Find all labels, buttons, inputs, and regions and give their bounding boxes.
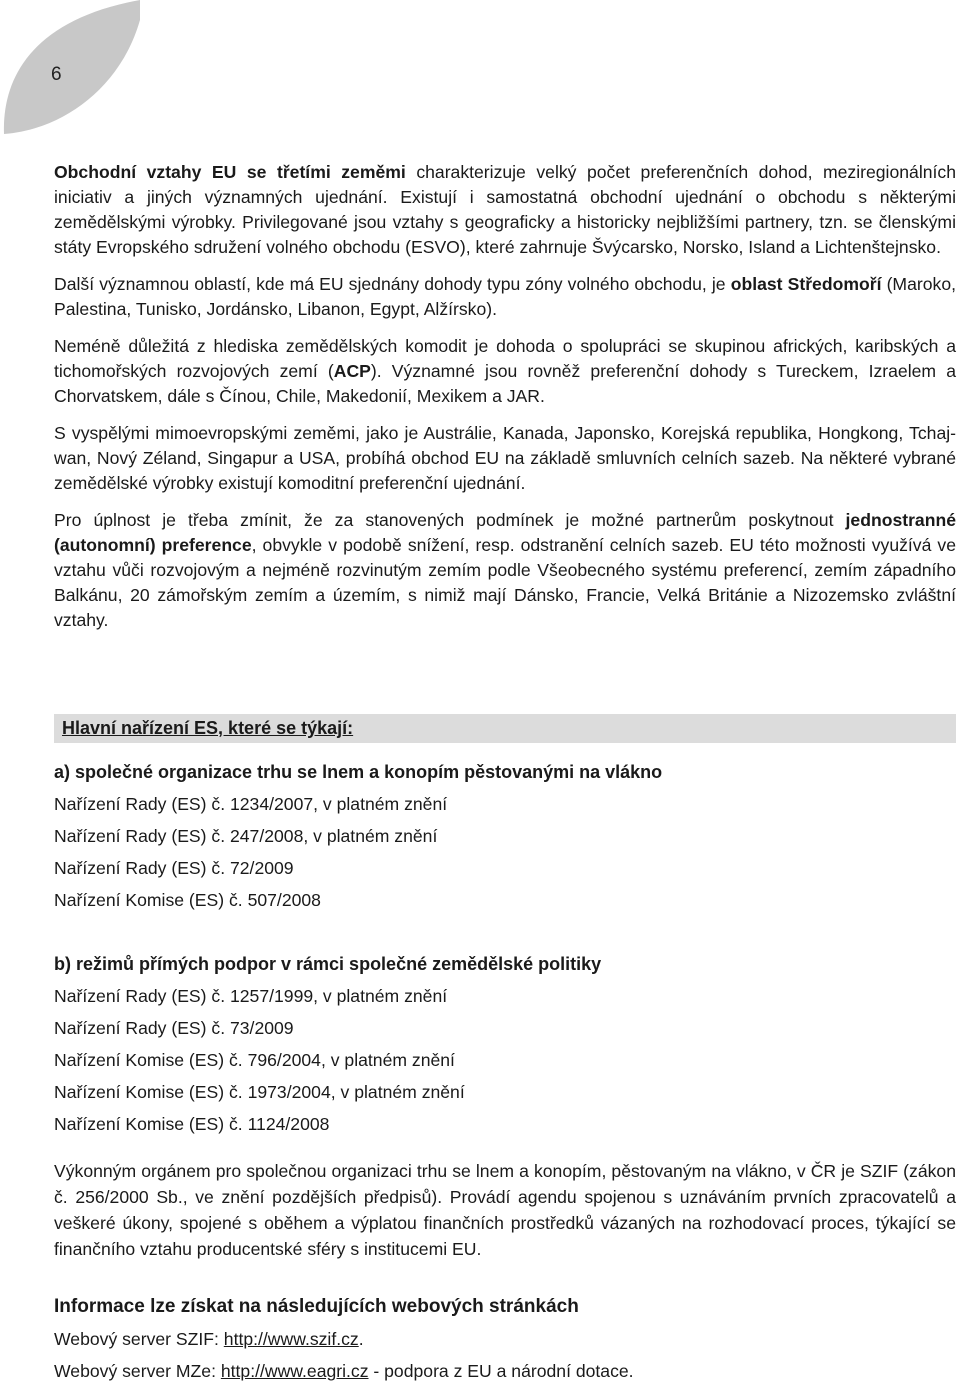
szif-link[interactable]: http://www.szif.cz: [223, 1329, 359, 1349]
regulation-item: Nařízení Rady (ES) č. 1234/2007, v platném znění: [54, 794, 448, 814]
section-title: Hlavní nařízení ES, které se týkají:: [62, 718, 354, 738]
group-a-heading: a) společné organizace trhu se lnem a konopím pěstovanými na vlákno: [54, 762, 663, 782]
paragraph-text: , obvykle v podobě snížení, resp. odstranění celních sazeb. EU této možnosti využívá ve vztahu vůči rozvojovým a nejméně rozvinutým zemím podle Všeobecného systému preferencí, zemím západního Balkánu, 20 zámořským zemím a územím, s nimiž mají Dánsko, Francie, Velká Británie a Nizozemsko zvláštní vztahy.: [54, 535, 956, 630]
szif-after: .: [358, 1329, 364, 1349]
paragraph-text: charakterizuje velký počet preferenčních dohod, meziregionálních iniciativ a jiných významných ujednání. Existují i samostatná obchodní ujednání o obchodu s některými zemědělskými výrobky. Privilegované jsou vztahy s geograficky a historicky nejbližšími partnery, tzn. se členskými státy Evropského sdružení volného obchodu (ESVO), které zahrnuje Švýcarsko, Norsko, Island a Lichtenštejnsko.: [54, 162, 956, 257]
paragraph-text: Pro úplnost je třeba zmínit, že za stanovených podmínek je možné partnerům poskytnout: [54, 510, 846, 530]
regulation-item: Nařízení Rady (ES) č. 72/2009: [54, 858, 294, 878]
page-corner-leaf-decoration: [0, 0, 140, 135]
regulations-group-a: [54, 760, 956, 916]
paragraph-szif: Výkonným orgánem pro společnou organizaci trhu se lnem a konopím, pěstovaným na vlákno, v ČR je SZIF (zákon č. 256/2000 Sb., ve znění pozdějších předpisů). Provádí agendu spojenou s uznáváním prvních zpracovatelů a veškeré úkony, spojené s oběhem a výplatou finančních prostředků vázaných na rozhodovací proces, týkající se finančního vztahu producentské sféry s institucemi EU.: [54, 1161, 956, 1259]
regulation-item: Nařízení Rady (ES) č. 73/2009: [54, 1018, 294, 1038]
paragraph-acp: [54, 334, 956, 409]
paragraph-autonomous-preferences: [54, 508, 956, 633]
regulation-item: Nařízení Komise (ES) č. 1973/2004, v platném znění: [54, 1082, 465, 1102]
paragraph-trade-relations: [54, 160, 956, 260]
info-heading: Informace lze získat na následujících webových stránkách: [54, 1296, 579, 1317]
regulation-item: Nařízení Komise (ES) č. 1124/2008: [54, 1114, 330, 1134]
mze-link[interactable]: http://www.eagri.cz: [220, 1361, 369, 1381]
bold-phrase: jednostranné (autonomní) preference: [54, 510, 956, 555]
paragraph-developed-countries: [54, 421, 956, 496]
regulation-item: Nařízení Rady (ES) č. 1257/1999, v platném znění: [54, 986, 448, 1006]
bold-phrase: oblast Středomoří: [730, 274, 882, 294]
bold-phrase: ACP: [333, 361, 371, 381]
paragraph-text: (Maroko, Palestina, Tunisko, Jordánsko, Libanon, Egypt, Alžírsko).: [54, 274, 956, 319]
intro-text: [54, 160, 956, 645]
mze-web-line: [54, 1358, 634, 1384]
paragraph-text: ). Významné jsou rovněž preferenční dohody s Tureckem, Izraelem a Chorvatskem, dále s Čínou, Chile, Makedonií, Mexikem a JAR.: [54, 361, 956, 406]
paragraph-mediterranean: [54, 272, 956, 322]
page-number: 6: [51, 64, 62, 85]
paragraph-text: S vyspělými mimoevropskými zeměmi, jako je Austrálie, Kanada, Japonsko, Korejská republika, Hongkong, Tchaj-wan, Nový Zéland, Singapur a USA, probíhá obchod EU na základě smluvních celních sazeb. Na některé vybrané zemědělské výrobky existují komoditní preferenční ujednání.: [54, 423, 956, 493]
regulations-group-b: [54, 952, 956, 1140]
bold-phrase: Obchodní vztahy EU se třetími zeměmi: [54, 162, 406, 182]
szif-label: Webový server SZIF:: [54, 1329, 224, 1349]
mze-after: - podpora z EU a národní dotace.: [368, 1361, 634, 1381]
regulation-item: Nařízení Komise (ES) č. 507/2008: [54, 890, 321, 910]
regulation-item: Nařízení Komise (ES) č. 796/2004, v platném znění: [54, 1050, 455, 1070]
group-b-heading: b) režimů přímých podpor v rámci společné zemědělské politiky: [54, 954, 602, 974]
paragraph-text: Neméně důležitá z hlediska zemědělských komodit je dohoda o spolupráci se skupinou afrických, karibských a tichomořských rozvojových zemí (: [54, 336, 956, 381]
mze-label: Webový server MZe:: [54, 1361, 221, 1381]
paragraph-text: Další významnou oblastí, kde má EU sjednány dohody typu zóny volného obchodu, je: [54, 274, 731, 294]
szif-web-line: [54, 1326, 364, 1352]
regulation-item: Nařízení Rady (ES) č. 247/2008, v platném znění: [54, 826, 438, 846]
